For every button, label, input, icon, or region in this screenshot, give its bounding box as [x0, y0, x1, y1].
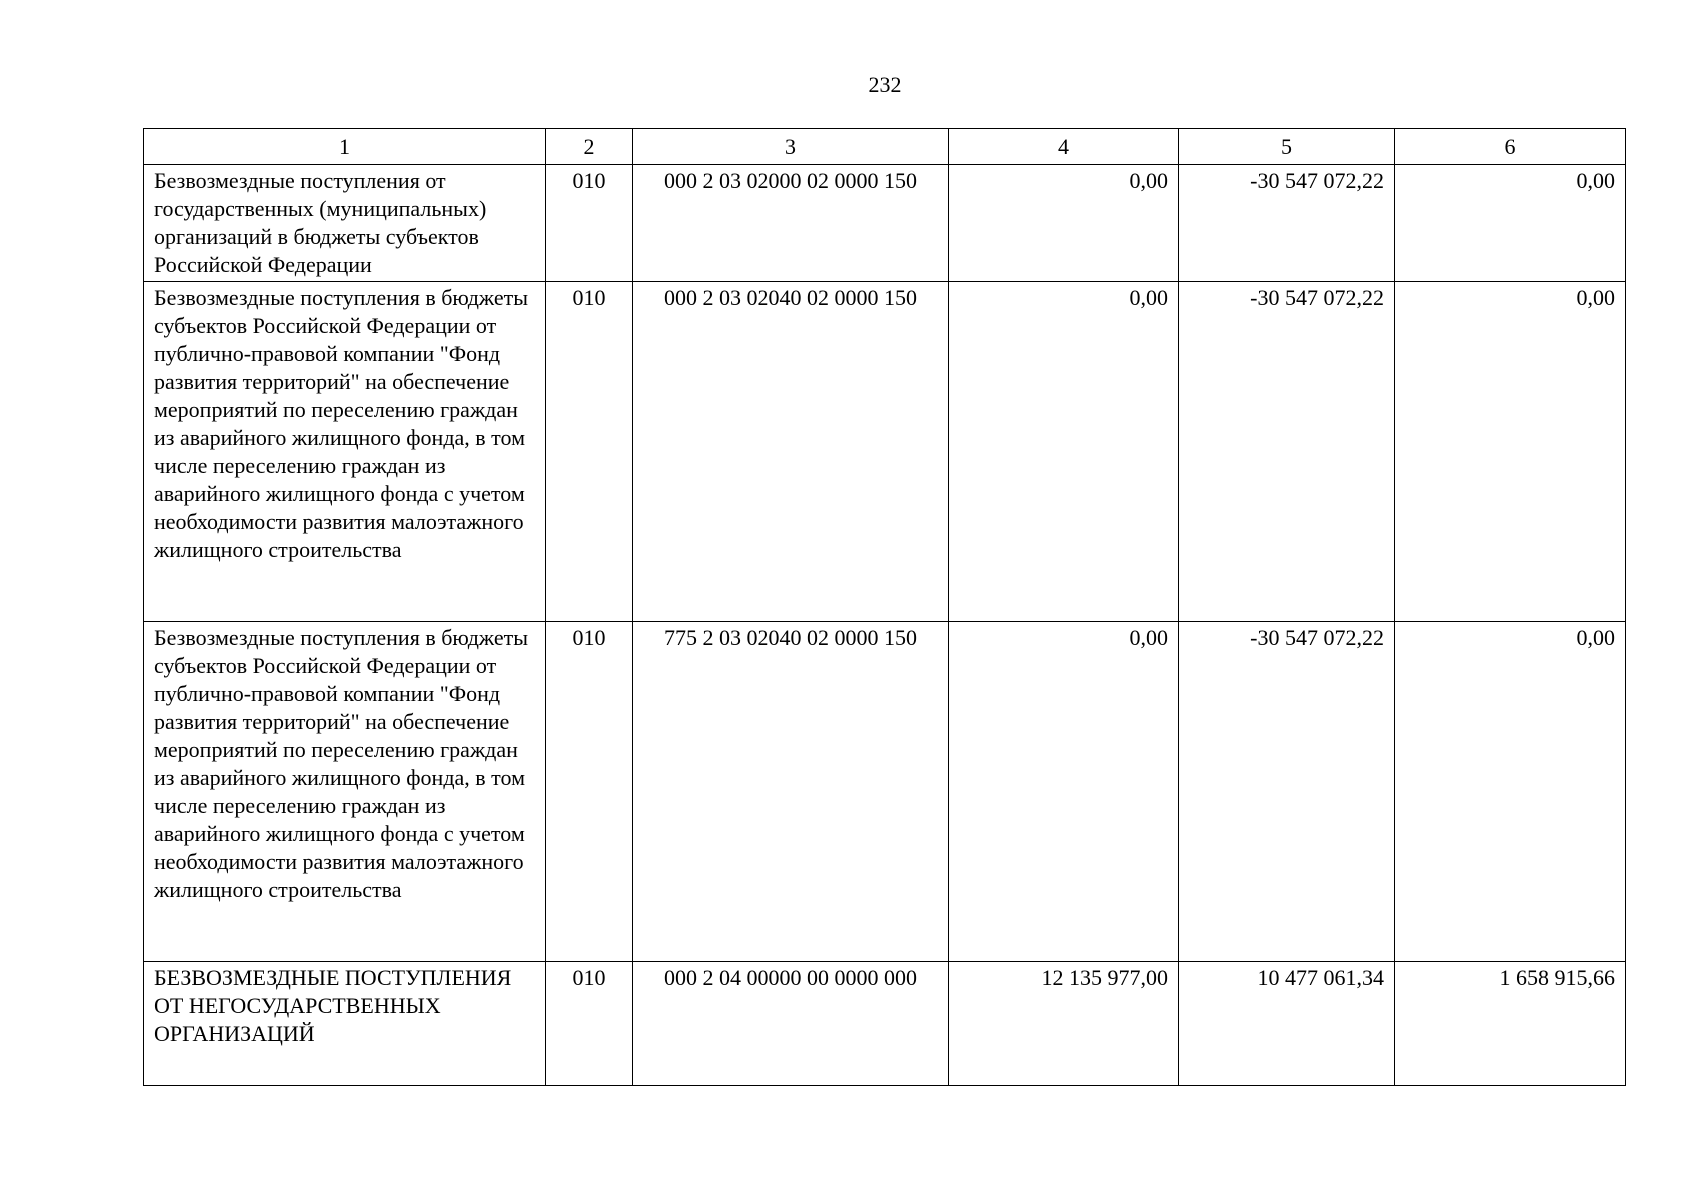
amount-col5-cell: 10 477 061,34	[1179, 962, 1395, 1086]
amount-col6-cell: 0,00	[1395, 622, 1626, 962]
income-name-cell: БЕЗВОЗМЕЗДНЫЕ ПОСТУПЛЕНИЯ ОТ НЕГОСУДАРСТВЕННЫХ ОРГАНИЗАЦИЙ	[144, 962, 546, 1086]
admin-code-cell: 010	[546, 282, 633, 622]
amount-col6-cell: 0,00	[1395, 165, 1626, 282]
amount-col4-cell: 12 135 977,00	[949, 962, 1179, 1086]
budget-code-cell: 000 2 03 02000 02 0000 150	[633, 165, 949, 282]
budget-table	[143, 128, 1626, 1086]
admin-code-cell: 010	[546, 962, 633, 1086]
table-row	[144, 622, 1626, 962]
amount-col5-cell: -30 547 072,22	[1179, 282, 1395, 622]
amount-col6-cell: 0,00	[1395, 282, 1626, 622]
column-header-5: 5	[1179, 129, 1395, 165]
amount-col6-cell: 1 658 915,66	[1395, 962, 1626, 1086]
table-row	[144, 165, 1626, 282]
amount-col4-cell: 0,00	[949, 282, 1179, 622]
column-header-1: 1	[144, 129, 546, 165]
income-name-cell: Безвозмездные поступления от государственных (муниципальных) организаций в бюджеты субъектов Российской Федерации	[144, 165, 546, 282]
income-name-cell: Безвозмездные поступления в бюджеты субъектов Российской Федерации от публично-правовой компании "Фонд развития территорий" на обеспечение мероприятий по переселению граждан из аварийного жилищного фонда, в том числе переселению граждан из аварийного жилищного фонда с учетом необходимости развития малоэтажного жилищного строительства	[144, 282, 546, 622]
table-header-row	[144, 129, 1626, 165]
column-header-6: 6	[1395, 129, 1626, 165]
column-header-2: 2	[546, 129, 633, 165]
page-number: 232	[868, 72, 902, 97]
table-row	[144, 282, 1626, 622]
income-name-cell: Безвозмездные поступления в бюджеты субъектов Российской Федерации от публично-правовой компании "Фонд развития территорий" на обеспечение мероприятий по переселению граждан из аварийного жилищного фонда, в том числе переселению граждан из аварийного жилищного фонда с учетом необходимости развития малоэтажного жилищного строительства	[144, 622, 546, 962]
amount-col5-cell: -30 547 072,22	[1179, 622, 1395, 962]
amount-col5-cell: -30 547 072,22	[1179, 165, 1395, 282]
amount-col4-cell: 0,00	[949, 622, 1179, 962]
admin-code-cell: 010	[546, 622, 633, 962]
table-row	[144, 962, 1626, 1086]
budget-code-cell: 775 2 03 02040 02 0000 150	[633, 622, 949, 962]
budget-code-cell: 000 2 03 02040 02 0000 150	[633, 282, 949, 622]
column-header-4: 4	[949, 129, 1179, 165]
budget-code-cell: 000 2 04 00000 00 0000 000	[633, 962, 949, 1086]
admin-code-cell: 010	[546, 165, 633, 282]
column-header-3: 3	[633, 129, 949, 165]
amount-col4-cell: 0,00	[949, 165, 1179, 282]
